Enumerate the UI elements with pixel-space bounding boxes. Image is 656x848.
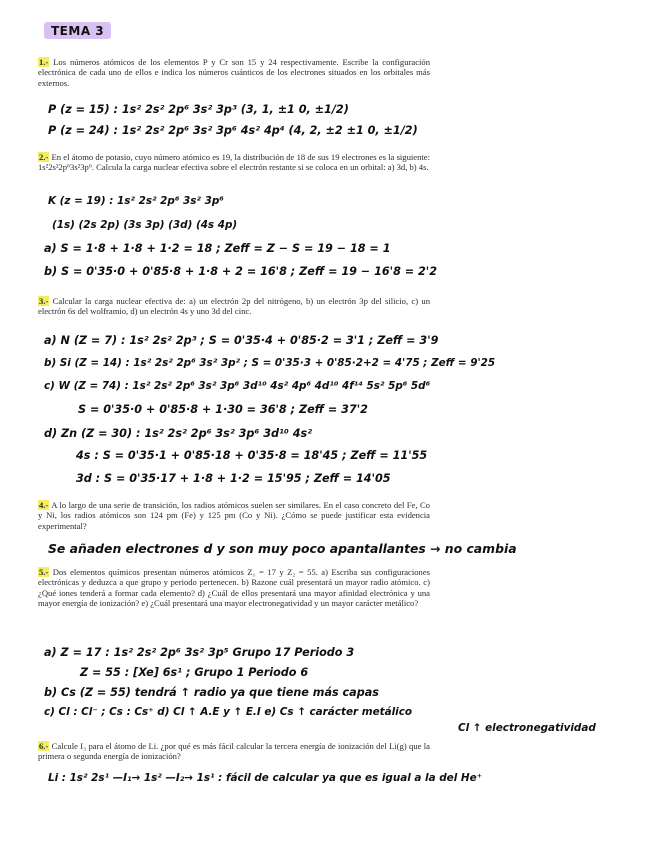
question-1: [38, 57, 430, 88]
question-text: Calcule I₃ para el átomo de Li. ¿por qué es más fácil calcular la tercera energía de ionización del Li(g) que la primera o segunda energía de ionización?: [38, 741, 430, 762]
answer-line: a) N (Z = 7) : 1s² 2s² 2p³ ; S = 0'35·4 + 0'85·2 = 3'1 ; Zeff = 3'9: [44, 334, 439, 347]
answer-line: Z = 55 : [Xe] 6s¹ ; Grupo 1 Periodo 6: [80, 666, 309, 679]
answer-line: c) W (Z = 74) : 1s² 2s² 2p⁶ 3s² 3p⁶ 3d¹⁰ 4s² 4p⁶ 4d¹⁰ 4f¹⁴ 5s² 5p⁶ 5d⁶: [44, 380, 431, 392]
question-2: [38, 152, 430, 173]
question-text: A lo largo de una serie de transición, los radios atómicos suelen ser similares. En el caso concreto del Fe, Co y Ni, los radios atómicos son 124 pm (Fe) y 125 pm (Co y Ni). ¿Cómo se puede justificar esta evidencia experimental?: [38, 500, 430, 531]
question-3: [38, 296, 430, 317]
answer-line: Se añaden electrones d y son muy poco apantallantes → no cambia: [48, 541, 517, 556]
answer-line: b) Si (Z = 14) : 1s² 2s² 2p⁶ 3s² 3p² ; S = 0'35·3 + 0'85·2+2 = 4'75 ; Zeff = 9'25: [44, 357, 496, 369]
answer-line: Cl ↑ electronegatividad: [458, 722, 596, 734]
answer-line: K (z = 19) : 1s² 2s² 2p⁶ 3s² 3p⁶: [48, 195, 224, 207]
answer-line: b) Cs (Z = 55) tendrá ↑ radio ya que tiene más capas: [44, 686, 379, 699]
answer-line: b) S = 0'35·0 + 0'85·8 + 1·8 + 2 = 16'8 ; Zeff = 19 − 16'8 = 2'2: [44, 265, 438, 278]
answer-line: 4s : S = 0'35·1 + 0'85·18 + 0'35·8 = 18'45 ; Zeff = 11'55: [76, 449, 428, 462]
answer-line: a) Z = 17 : 1s² 2s² 2p⁶ 3s² 3p⁵ Grupo 17 Periodo 3: [44, 646, 355, 659]
answer-line: P (z = 15) : 1s² 2s² 2p⁶ 3s² 3p³ (3, 1, ±1 0, ±1/2): [48, 103, 349, 116]
question-text: Dos elementos químicos presentan números atómicos Z₁ = 17 y Z₂ = 55. a) Escriba sus configuraciones electrónicas y deduzca a que grupo y periodo pertenecen. b) Razone cuál presentará un mayor radio atómico. c) ¿Qué iones tenderá a formar cada elemento? d) ¿Cuál de ellos presentará una mayor afinidad electrónica y una mayor energía de ionización? e) ¿Cuál presentará una mayor electronegatividad y un mayor carácter metálico?: [38, 567, 430, 608]
question-number: 4.-: [39, 500, 49, 510]
page-title: TEMA 3: [44, 22, 111, 39]
question-text: Calcular la carga nuclear efectiva de: a) un electrón 2p del nitrógeno, b) un electrón 3p del silicio, c) un electrón 6s del wolframio, d) un electrón 4s y uno 3d del cinc.: [38, 296, 430, 317]
answer-line: Li : 1s² 2s¹ —I₁→ 1s² —I₂→ 1s¹ : fácil de calcular ya que es igual a la del He⁺: [48, 772, 483, 784]
answer-line: (1s) (2s 2p) (3s 3p) (3d) (4s 4p): [52, 219, 238, 231]
answer-line: P (z = 24) : 1s² 2s² 2p⁶ 3s² 3p⁶ 4s² 4p⁴ (4, 2, ±2 ±1 0, ±1/2): [48, 124, 418, 137]
question-number: 1.-: [39, 57, 49, 67]
question-5: [38, 567, 430, 608]
question-number: 2.-: [39, 152, 49, 162]
answer-line: a) S = 1·8 + 1·8 + 1·2 = 18 ; Zeff = Z − S = 19 − 18 = 1: [44, 242, 391, 255]
question-4: [38, 500, 430, 531]
answer-line: S = 0'35·0 + 0'85·8 + 1·30 = 36'8 ; Zeff = 37'2: [78, 403, 368, 416]
answer-line: 3d : S = 0'35·17 + 1·8 + 1·2 = 15'95 ; Zeff = 14'05: [76, 472, 391, 485]
question-number: 3.-: [39, 296, 49, 306]
question-text: Los números atómicos de los elementos P y Cr son 15 y 24 respectivamente. Escribe la configuración electrónica de cada uno de ellos e indica los números cuánticos de los electrones situados en los orbitales más externos.: [38, 57, 430, 88]
answer-line: d) Zn (Z = 30) : 1s² 2s² 2p⁶ 3s² 3p⁶ 3d¹⁰ 4s²: [44, 427, 313, 440]
answer-line: c) Cl : Cl⁻ ; Cs : Cs⁺ d) Cl ↑ A.E y ↑ E.I e) Cs ↑ carácter metálico: [44, 706, 413, 718]
question-number: 6.-: [39, 741, 49, 751]
question-number: 5.-: [39, 567, 49, 577]
question-text: En el átomo de potasio, cuyo número atómico es 19, la distribución de 18 de sus 19 electrones es la siguiente: 1s²2s²2p⁶3s²3p⁶. Calcula la carga nuclear efectiva sobre el electrón restante si se coloca en un orbital: a) 3d, b) 4s.: [38, 152, 430, 173]
question-6: [38, 741, 430, 762]
